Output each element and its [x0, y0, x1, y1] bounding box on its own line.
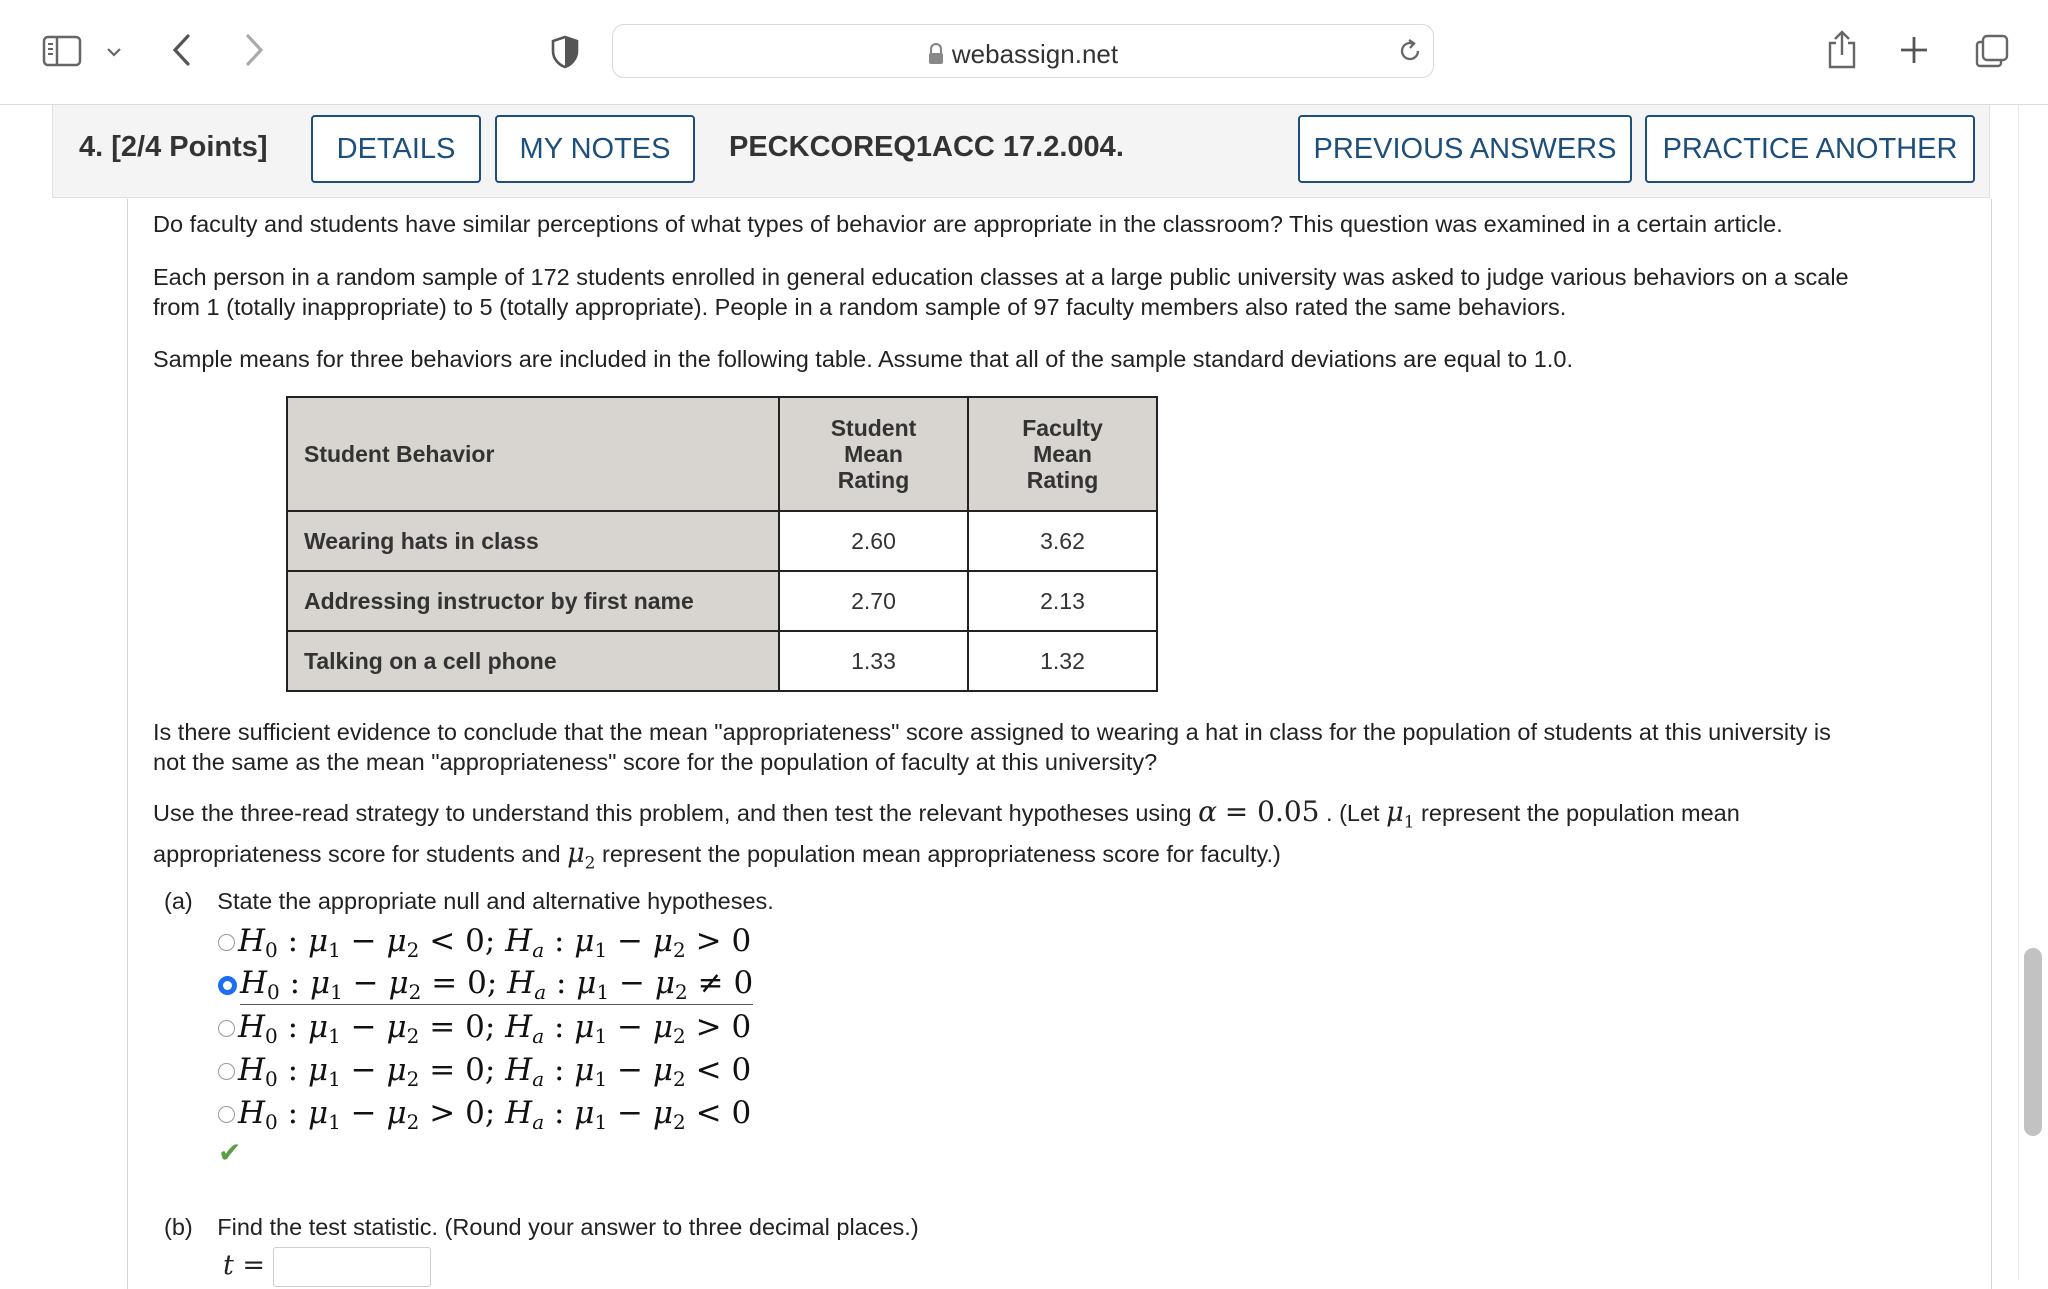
h0-relation: =: [429, 1051, 456, 1088]
h0-relation: =: [431, 965, 458, 1001]
ratings-table: [286, 396, 1158, 692]
line2-pre-text: appropriateness score for students and: [153, 841, 561, 868]
table-row: [287, 631, 1157, 691]
mu2-symbol: [567, 838, 596, 874]
question-line-1: Is there sufficient evidence to conclude that the mean "appropriateness" score assigned to wearing a hat in class for the population of students at this university is: [153, 719, 1831, 745]
question-paragraph: [153, 717, 1973, 777]
forward-icon[interactable]: [236, 30, 272, 70]
header-student-line-3: Rating: [837, 467, 910, 493]
radio-button[interactable]: [218, 1106, 235, 1123]
instructions-text-pre: Use the three-read strategy to understand this problem, and then test the relevant hypotheses using: [153, 800, 1192, 826]
student-rating-cell: 2.60: [779, 511, 968, 571]
intro-paragraph-2-line-2: from 1 (totally inappropriate) to 5 (totally appropriate). People in a random sample of 97 faculty members also rated the same behaviors.: [153, 294, 1567, 320]
t-label: t =: [223, 1250, 266, 1281]
part-b-header: [164, 1212, 1984, 1242]
scrollbar-thumb[interactable]: [2024, 948, 2042, 1136]
h0-relation: >: [429, 1094, 456, 1131]
alpha-symbol: α: [1198, 795, 1217, 828]
student-rating-cell: 2.70: [779, 571, 968, 631]
behavior-cell: Wearing hats in class: [287, 511, 779, 571]
part-a-label: (a): [164, 888, 193, 914]
mu2-letter: μ: [567, 838, 585, 870]
part-b-prompt: Find the test statistic. (Round your answer to three decimal places.): [217, 1214, 919, 1240]
share-icon[interactable]: [1824, 28, 1860, 72]
instructions-line-2: [153, 838, 1973, 879]
back-icon[interactable]: [164, 30, 200, 70]
tabs-overview-icon[interactable]: [1972, 32, 2012, 70]
url-text: webassign.net: [951, 39, 1119, 69]
intro-paragraph-2-line-1: Each person in a random sample of 172 students enrolled in general education classes at a large public university was asked to judge various behaviors on a scale: [153, 264, 1849, 290]
hypothesis-option[interactable]: [218, 1094, 751, 1134]
alpha-value: = 0.05: [1224, 795, 1320, 828]
hypothesis-expression: $H_0$ : $\mu_1 - \mu_2 = 0$; $H_a$ : $\mu_1 - \mu_2 < 0$: [238, 1051, 752, 1091]
my-notes-button[interactable]: MY NOTES: [495, 115, 695, 183]
radio-button[interactable]: [218, 1063, 235, 1080]
ha-relation: >: [695, 922, 722, 959]
header-student-mean-rating: [779, 397, 968, 511]
new-tab-icon[interactable]: [1896, 32, 1932, 68]
h0-relation: <: [429, 922, 456, 959]
mu1-letter: μ: [1386, 797, 1404, 828]
faculty-rating-cell: 3.62: [968, 511, 1157, 571]
hypothesis-expression: $H_0$ : $\mu_1 - \mu_2 = 0$; $H_a$ : $\mu_1 - \mu_2 > 0$: [238, 1008, 752, 1048]
table-header-row: [287, 397, 1157, 511]
shield-icon[interactable]: [548, 34, 582, 70]
ha-relation: <: [695, 1051, 722, 1088]
hypothesis-option[interactable]: [218, 1051, 751, 1091]
student-rating-cell: 1.33: [779, 631, 968, 691]
hypothesis-expression: $H_0$ : $\mu_1 - \mu_2 = 0$; $H_a$ : $\mu_1 - \mu_2 \ne 0$: [240, 965, 754, 1004]
behavior-cell: Talking on a cell phone: [287, 631, 779, 691]
table-row: [287, 571, 1157, 631]
hypothesis-option[interactable]: [218, 965, 753, 1005]
mu1-symbol: [1386, 797, 1415, 833]
faculty-rating-cell: 1.32: [968, 631, 1157, 691]
reload-icon[interactable]: [1397, 37, 1423, 70]
radio-button[interactable]: [218, 976, 237, 995]
hypothesis-option[interactable]: [218, 1008, 751, 1048]
hypothesis-option[interactable]: [218, 922, 751, 962]
test-statistic-input[interactable]: [273, 1247, 431, 1287]
alpha-expression: [1198, 796, 1319, 827]
ha-relation: >: [695, 1008, 722, 1045]
behavior-cell: Addressing instructor by first name: [287, 571, 779, 631]
header-faculty-line-2: Mean: [1033, 441, 1092, 467]
question-header: [52, 105, 1990, 198]
header-faculty-mean-rating: [968, 397, 1157, 511]
part-b-label: (b): [164, 1214, 193, 1240]
line2-post-text: represent the population mean appropriateness score for faculty.): [602, 841, 1281, 868]
part-a-header: [164, 886, 1984, 916]
part-a-prompt: State the appropriate null and alternative hypotheses.: [217, 888, 774, 914]
faculty-rating-cell: 2.13: [968, 571, 1157, 631]
question-code: PECKCOREQ1ACC 17.2.004.: [729, 131, 1124, 163]
header-faculty-line-3: Rating: [1026, 467, 1099, 493]
header-faculty-line-1: Faculty: [1022, 415, 1103, 441]
table-row: [287, 511, 1157, 571]
ha-relation: <: [695, 1094, 722, 1131]
hypothesis-expression: $H_0$ : $\mu_1 - \mu_2 < 0$; $H_a$ : $\mu_1 - \mu_2 > 0$: [238, 922, 752, 962]
practice-another-button[interactable]: PRACTICE ANOTHER: [1645, 115, 1975, 183]
instructions-paragraph: [153, 796, 1973, 880]
intro-paragraph-3: Sample means for three behaviors are included in the following table. Assume that all of the sample standard deviations are equal to 1.0.: [153, 346, 1573, 372]
let-text: . (Let: [1326, 800, 1380, 826]
header-student-line-2: Mean: [844, 441, 903, 467]
intro-paragraph-1: Do faculty and students have similar perceptions of what types of behavior are appropriate in the classroom? This question was examined in a certain article.: [153, 211, 1783, 237]
question-line-2: not the same as the mean "appropriateness" score for the population of faculty at this university?: [153, 749, 1158, 775]
mu2-subscript: 2: [584, 853, 596, 874]
ha-relation: ≠: [697, 965, 724, 1001]
question-points: 4. [2/4 Points]: [79, 131, 268, 163]
details-button[interactable]: DETAILS: [311, 115, 481, 183]
chevron-down-icon[interactable]: [102, 40, 126, 64]
address-bar[interactable]: [612, 24, 1434, 78]
sidebar-icon[interactable]: [40, 33, 84, 69]
intro-paragraph-2: [153, 262, 1973, 322]
header-student-line-1: Student: [830, 415, 917, 441]
previous-answers-button[interactable]: PREVIOUS ANSWERS: [1298, 115, 1632, 183]
h0-relation: =: [429, 1008, 456, 1045]
radio-button[interactable]: [218, 1020, 235, 1037]
radio-button[interactable]: [218, 934, 235, 951]
instructions-line-1: [153, 796, 1973, 838]
header-student-behavior: Student Behavior: [287, 397, 779, 511]
let-mid-text: represent the population mean: [1421, 800, 1740, 826]
hypothesis-expression: $H_0$ : $\mu_1 - \mu_2 > 0$; $H_a$ : $\mu_1 - \mu_2 < 0$: [238, 1094, 752, 1134]
correct-check-icon: ✔: [218, 1137, 242, 1168]
mu1-subscript: 1: [1403, 812, 1415, 833]
browser-toolbar: [0, 0, 2048, 105]
lock-icon: [928, 41, 944, 72]
